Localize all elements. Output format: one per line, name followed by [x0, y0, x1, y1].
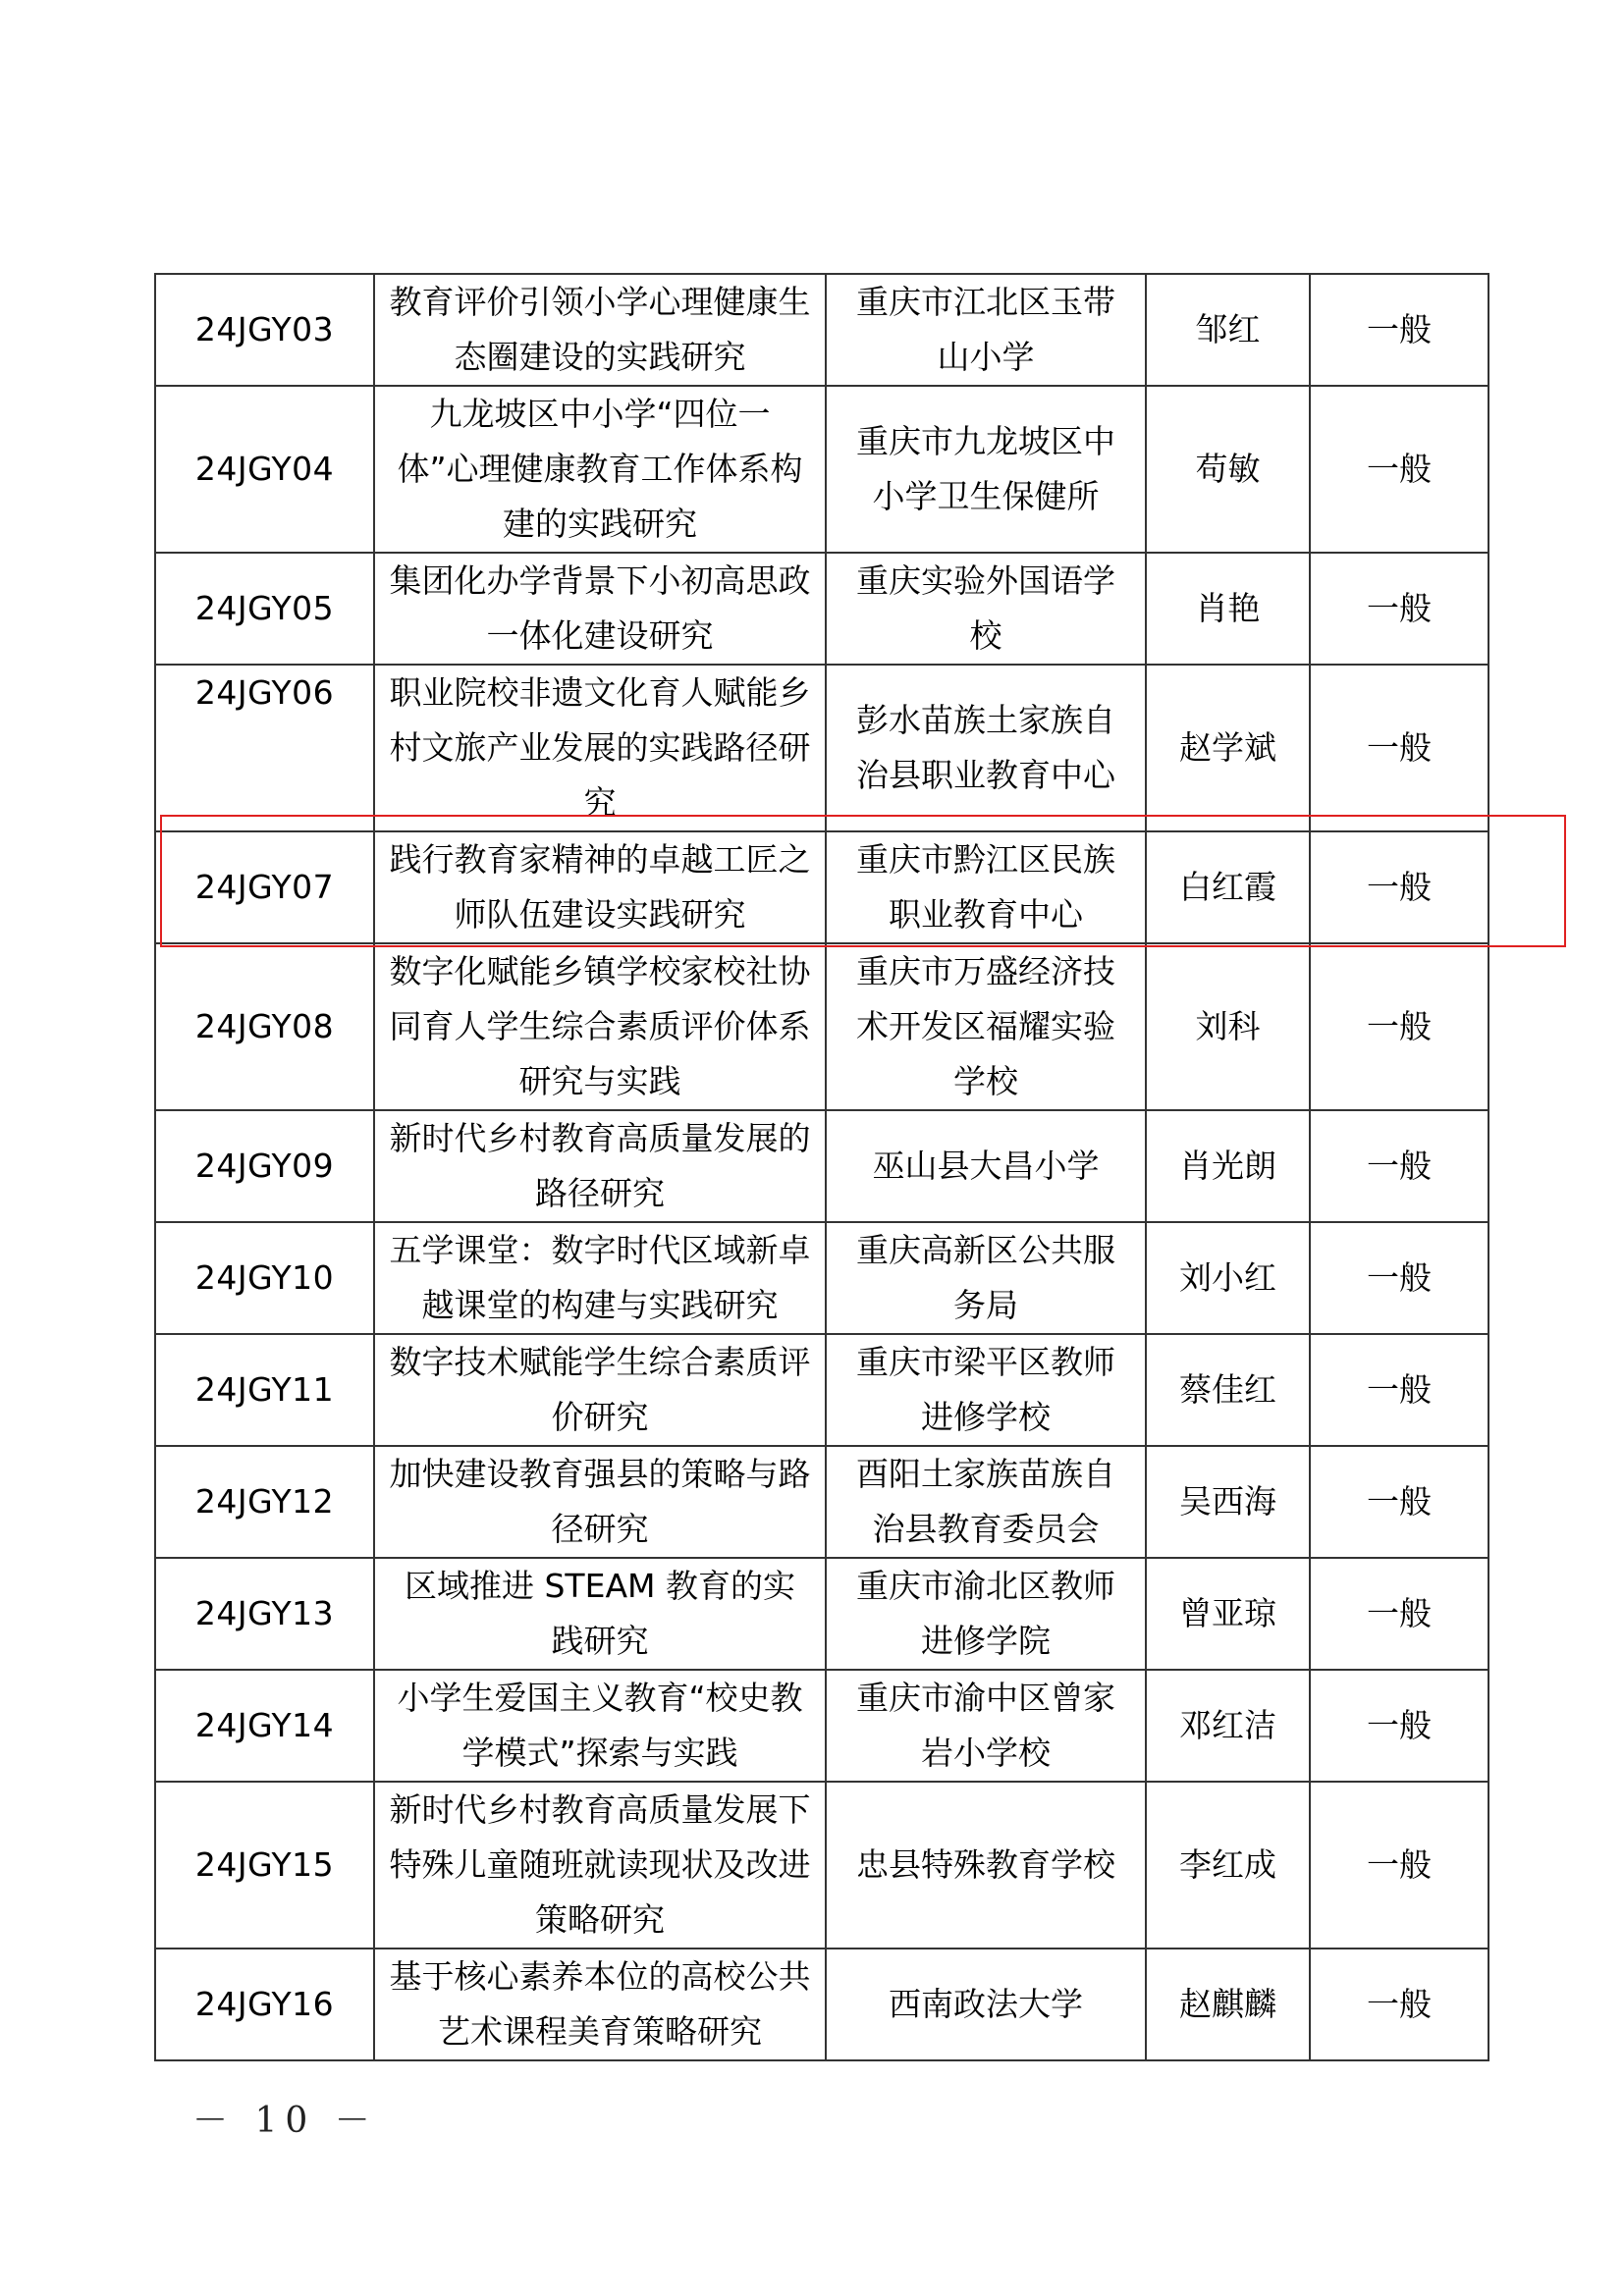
project-unit: 彭水苗族土家族自治县职业教育中心	[826, 665, 1146, 831]
project-unit: 巫山县大昌小学	[826, 1110, 1146, 1222]
project-leader: 邹红	[1146, 274, 1310, 386]
table-row	[155, 1222, 1489, 1334]
project-code: 24JGY15	[155, 1782, 374, 1949]
project-leader: 李红成	[1146, 1782, 1310, 1949]
project-level: 一般	[1310, 553, 1489, 665]
project-code: 24JGY07	[155, 831, 374, 943]
project-leader: 白红霞	[1146, 831, 1310, 943]
table-row	[155, 1670, 1489, 1782]
project-unit: 西南政法大学	[826, 1949, 1146, 2060]
project-leader: 曾亚琼	[1146, 1558, 1310, 1670]
project-unit: 忠县特殊教育学校	[826, 1782, 1146, 1949]
project-leader: 肖光朗	[1146, 1110, 1310, 1222]
project-level: 一般	[1310, 386, 1489, 553]
project-level: 一般	[1310, 1334, 1489, 1446]
project-level: 一般	[1310, 1949, 1489, 2060]
table-row	[155, 1334, 1489, 1446]
table-row	[155, 1558, 1489, 1670]
table-row	[155, 274, 1489, 386]
project-code: 24JGY09	[155, 1110, 374, 1222]
project-code: 24JGY06	[155, 665, 374, 831]
table-row	[155, 665, 1489, 831]
table-row	[155, 1949, 1489, 2060]
project-level: 一般	[1310, 943, 1489, 1110]
table-row	[155, 553, 1489, 665]
project-code: 24JGY03	[155, 274, 374, 386]
project-level: 一般	[1310, 1782, 1489, 1949]
project-leader: 肖艳	[1146, 553, 1310, 665]
project-leader: 苟敏	[1146, 386, 1310, 553]
project-code: 24JGY08	[155, 943, 374, 1110]
project-unit: 重庆市九龙坡区中小学卫生保健所	[826, 386, 1146, 553]
project-title: 九龙坡区中小学“四位一体”心理健康教育工作体系构建的实践研究	[374, 386, 826, 553]
page-number: － 10 －	[192, 2101, 378, 2141]
table-row	[155, 386, 1489, 553]
project-title: 数字技术赋能学生综合素质评价研究	[374, 1334, 826, 1446]
project-unit: 重庆市渝北区教师进修学院	[826, 1558, 1146, 1670]
project-level: 一般	[1310, 1222, 1489, 1334]
project-title: 小学生爱国主义教育“校史教学模式”探索与实践	[374, 1670, 826, 1782]
project-code: 24JGY04	[155, 386, 374, 553]
project-code: 24JGY11	[155, 1334, 374, 1446]
project-unit: 重庆市梁平区教师进修学校	[826, 1334, 1146, 1446]
project-title: 区域推进 STEAM 教育的实践研究	[374, 1558, 826, 1670]
project-level: 一般	[1310, 665, 1489, 831]
project-level: 一般	[1310, 831, 1489, 943]
project-title: 基于核心素养本位的高校公共艺术课程美育策略研究	[374, 1949, 826, 2060]
project-unit: 重庆高新区公共服务局	[826, 1222, 1146, 1334]
project-level: 一般	[1310, 274, 1489, 386]
project-unit: 重庆实验外国语学校	[826, 553, 1146, 665]
project-level: 一般	[1310, 1446, 1489, 1558]
table-row-highlighted	[155, 831, 1489, 943]
project-title: 新时代乡村教育高质量发展的路径研究	[374, 1110, 826, 1222]
project-code: 24JGY12	[155, 1446, 374, 1558]
project-title: 职业院校非遗文化育人赋能乡村文旅产业发展的实践路径研究	[374, 665, 826, 831]
project-code: 24JGY14	[155, 1670, 374, 1782]
project-level: 一般	[1310, 1670, 1489, 1782]
project-unit: 重庆市渝中区曾家岩小学校	[826, 1670, 1146, 1782]
project-table	[154, 273, 1489, 2061]
project-level: 一般	[1310, 1110, 1489, 1222]
project-unit: 重庆市黔江区民族职业教育中心	[826, 831, 1146, 943]
table-row	[155, 1446, 1489, 1558]
project-leader: 赵学斌	[1146, 665, 1310, 831]
project-code: 24JGY16	[155, 1949, 374, 2060]
project-unit: 重庆市万盛经济技术开发区福耀实验学校	[826, 943, 1146, 1110]
project-leader: 刘小红	[1146, 1222, 1310, 1334]
project-title: 教育评价引领小学心理健康生态圈建设的实践研究	[374, 274, 826, 386]
project-title: 践行教育家精神的卓越工匠之师队伍建设实践研究	[374, 831, 826, 943]
project-unit: 酉阳土家族苗族自治县教育委员会	[826, 1446, 1146, 1558]
project-leader: 蔡佳红	[1146, 1334, 1310, 1446]
project-code: 24JGY13	[155, 1558, 374, 1670]
table-row	[155, 1110, 1489, 1222]
table-row	[155, 943, 1489, 1110]
project-title: 集团化办学背景下小初高思政一体化建设研究	[374, 553, 826, 665]
project-leader: 赵麒麟	[1146, 1949, 1310, 2060]
project-unit: 重庆市江北区玉带山小学	[826, 274, 1146, 386]
project-leader: 刘科	[1146, 943, 1310, 1110]
project-title: 五学课堂：数字时代区域新卓越课堂的构建与实践研究	[374, 1222, 826, 1334]
table-row	[155, 1782, 1489, 1949]
project-title: 加快建设教育强县的策略与路径研究	[374, 1446, 826, 1558]
project-code: 24JGY05	[155, 553, 374, 665]
project-title: 新时代乡村教育高质量发展下特殊儿童随班就读现状及改进策略研究	[374, 1782, 826, 1949]
project-level: 一般	[1310, 1558, 1489, 1670]
project-leader: 邓红洁	[1146, 1670, 1310, 1782]
project-title: 数字化赋能乡镇学校家校社协同育人学生综合素质评价体系研究与实践	[374, 943, 826, 1110]
project-leader: 吴西海	[1146, 1446, 1310, 1558]
project-code: 24JGY10	[155, 1222, 374, 1334]
